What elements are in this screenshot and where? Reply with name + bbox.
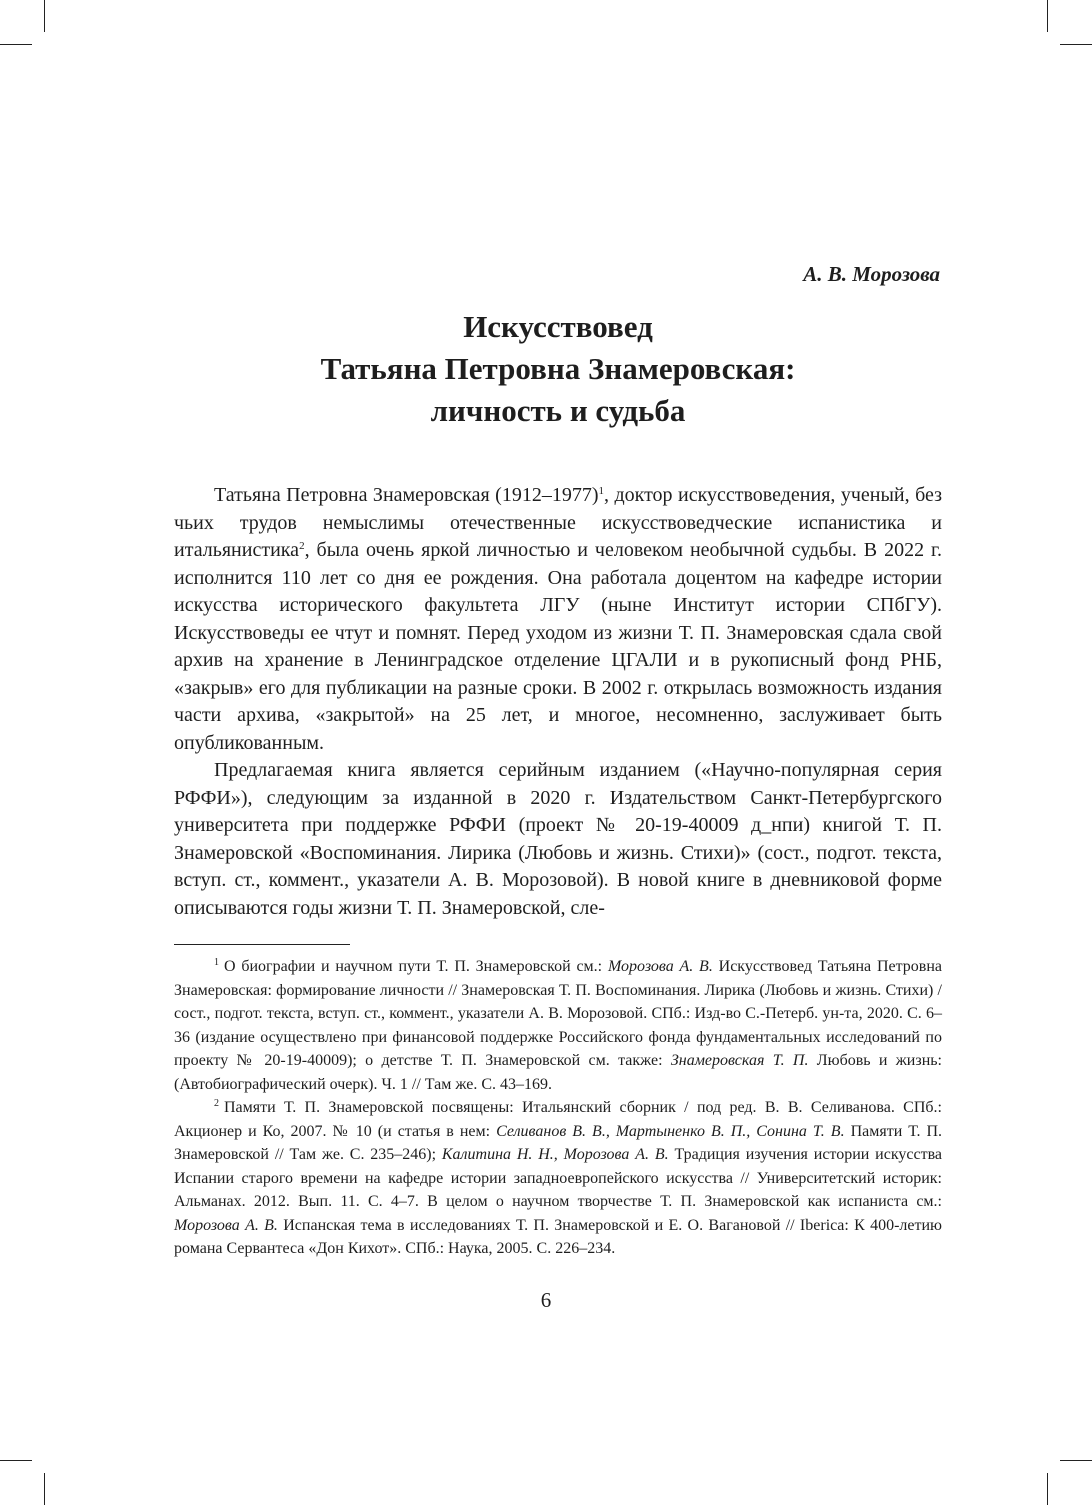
footnote-number: 2 — [214, 1098, 219, 1109]
page-number: 6 — [540, 1288, 552, 1312]
title-line: Искусствовед — [463, 309, 653, 344]
crop-mark — [1060, 1460, 1092, 1461]
paragraph: Предлагаемая книга является серийным изданием («Научно-популярная серия РФФИ»), следующим за изданной в 2020 г. Издательством Санкт-Петербургского университета при поддержке РФФИ (проект № 20-19-40009 д_нпи) книгой Т. П. Знамеровской «Воспоминания. Лирика (Любовь и жизнь. Стихи)» (сост., подгот. текста, вступ. ст., коммент., указатели А. В. Морозовой). В новой книге в дневниковой форме описываются годы жизни Т. П. Знамеровской, сле- — [174, 759, 942, 919]
crop-mark — [0, 44, 32, 45]
footnote: $^2$ Памяти Т. П. Знамеровской посвящены: Итальянский сборник / под ред. В. В. Селиванова. СПб.: Акционер и Ко, 2007. № 10 (и статья в нем: Селиванов В. В., Мартыненко В. П., Сонина Т. В. Памяти Т. П. Знамеровской // Там же. С. 235–246); Калитина Н. Н., Морозова А. В. Традиция изучения истории искусства Испании старого времени на кафедре истории западноевропейского искусства // Университетский историк: Альманах. 2012. Вып. 11. С. 4–7. В целом о научном творчестве Т. П. Знамеровской как испаниста см.: Морозова А. В. Испанская тема в исследованиях Т. П. Знамеровской и Е. О. Вагановой // Iberica: К 400-летию романа Сервантеса «Дон Кихот». СПб.: Наука, 2005. С. 226–234. — [174, 1098, 943, 1257]
title-line: Татьяна Петровна Знамеровская: — [320, 351, 796, 386]
title-line: личность и судьба — [430, 393, 686, 428]
author-name: А. В. Морозова — [803, 262, 940, 286]
paragraph: Татьяна Петровна Знамеровская (1912–1977)$^1$, доктор искусствоведения, ученый, без чьих трудов немыслимы отечественные искусствоведческие испанистика и итальянистика$^2$, была очень яркой личностью и человеком необычной судьбы. В 2022 г. исполнится 110 лет со дня ее рождения. Она работала доцентом на кафедре истории искусства исторического факультета ЛГУ (ныне Институт истории СПбГУ). Искусствоведы ее чтут и помнят. Перед уходом из жизни Т. П. Знамеровская сдала свой архив на хранение в Ленинградское отделение ЦГАЛИ и в рукописный фонд РНБ, «закрыв» его для публикации на разные сроки. В 2002 г. открылась возможность издания части архива, «закрытой» на 25 лет, и многое, несомненно, заслуживает быть опубликованным. — [174, 484, 942, 754]
footnote-ref: 1 — [598, 485, 605, 497]
crop-mark — [44, 1473, 45, 1505]
body-text — [174, 482, 942, 922]
crop-mark — [0, 1460, 32, 1461]
crop-mark — [1047, 1473, 1048, 1505]
crop-mark — [1060, 44, 1092, 45]
article-title — [174, 306, 942, 432]
crop-mark — [1047, 0, 1048, 32]
footnote-ref: 2 — [299, 540, 305, 552]
footnotes — [174, 955, 942, 1261]
crop-mark — [44, 0, 45, 32]
footnote-separator — [174, 944, 350, 945]
footnote-number: 1 — [214, 957, 219, 968]
footnote: $^1$ О биографии и научном пути Т. П. Знамеровской см.: Морозова А. В. Искусствовед Татьяна Петровна Знамеровская: формирование личности // Знамеровская Т. П. Воспоминания. Лирика (Любовь и жизнь. Стихи) / сост., подгот. текста, вступ. ст., коммент., указатели А. В. Морозовой. СПб.: Изд-во С.-Петерб. ун-та, 2020. С. 6–36 (издание осуществлено при финансовой поддержке Российского фонда фундаментальных исследований по проекту № 20-19-40009); о детстве Т. П. Знамеровской см. также: Знамеровская Т. П. Любовь и жизнь: (Автобиографический очерк). Ч. 1 // Там же. С. 43–169. — [174, 957, 943, 1093]
